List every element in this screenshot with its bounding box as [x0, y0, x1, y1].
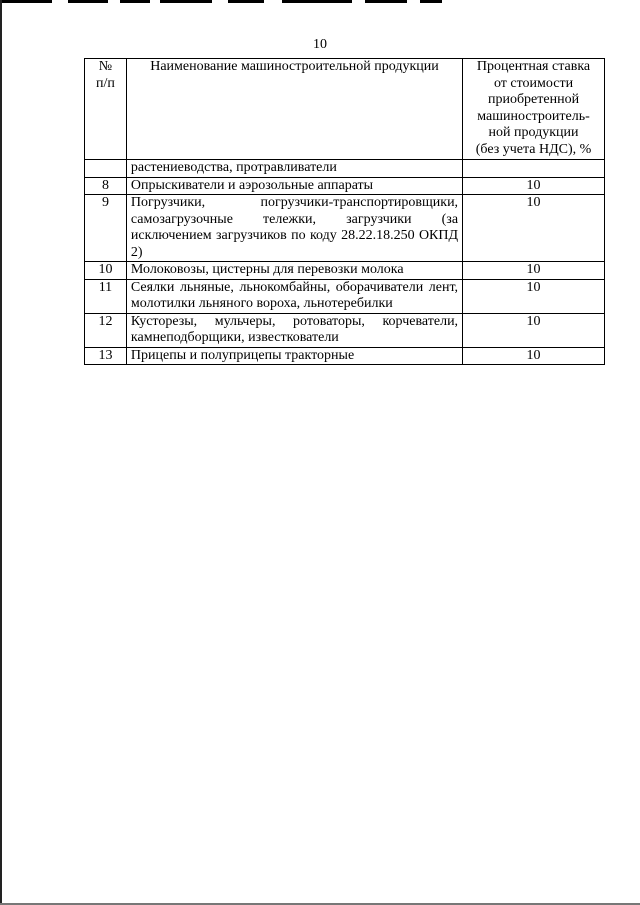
- scan-artifact: [160, 0, 212, 3]
- products-table: [84, 58, 605, 365]
- header-rate-line: ной продукции: [488, 125, 579, 140]
- table-row-continuation: [85, 160, 605, 178]
- scan-artifact: [282, 0, 352, 3]
- header-rate-line: Процентная ставка: [476, 59, 591, 74]
- table-row: [85, 195, 605, 262]
- scan-artifact: [365, 0, 407, 3]
- row-rate: 10: [463, 262, 605, 280]
- row-rate: [463, 160, 605, 178]
- row-name: Опрыскиватели и аэрозольные аппараты: [126, 177, 462, 195]
- scan-artifact: [68, 0, 108, 3]
- row-name: Сеялки льняные, льнокомбайны, оборачиватели лент, молотилки льняного вороха, льнотеребилки: [126, 279, 462, 313]
- header-rate-line: от стоимости: [493, 75, 574, 91]
- row-rate: 10: [463, 279, 605, 313]
- scan-edge-left: [0, 0, 2, 905]
- header-rate-line: приобретенной: [487, 92, 580, 107]
- table-row: [85, 279, 605, 313]
- row-name: Молоковозы, цистерны для перевозки молока: [126, 262, 462, 280]
- row-rate: 10: [463, 177, 605, 195]
- row-name: Кусторезы, мульчеры, ротоваторы, корчеватели, камнеподборщики, известкователи: [126, 313, 462, 347]
- header-rate: [463, 59, 605, 160]
- table-row: [85, 347, 605, 365]
- row-rate: 10: [463, 347, 605, 365]
- table-header-row: [85, 59, 605, 160]
- header-number-symbol: №: [98, 59, 113, 74]
- row-name: Прицепы и полуприцепы тракторные: [126, 347, 462, 365]
- row-number: [85, 160, 127, 178]
- table-row: [85, 177, 605, 195]
- row-number: 10: [85, 262, 127, 280]
- row-rate: 10: [463, 313, 605, 347]
- row-number: 11: [85, 279, 127, 313]
- header-number: [85, 59, 127, 160]
- row-number: 12: [85, 313, 127, 347]
- scan-artifact: [0, 0, 52, 3]
- row-number: 9: [85, 195, 127, 262]
- header-name: Наименование машиностроительной продукции: [126, 59, 462, 160]
- row-rate: 10: [463, 195, 605, 262]
- header-rate-line: машиностроитель-: [477, 108, 590, 124]
- header-rate-line: (без учета НДС), %: [475, 141, 592, 157]
- scan-artifact: [228, 0, 264, 3]
- scan-artifact: [120, 0, 150, 3]
- page-number: 10: [313, 37, 327, 52]
- scan-artifact: [420, 0, 442, 3]
- row-name: растениеводства, протравливатели: [126, 160, 462, 178]
- row-number: 8: [85, 177, 127, 195]
- table-row: [85, 313, 605, 347]
- row-number: 13: [85, 347, 127, 365]
- row-name: Погрузчики, погрузчики-транспортировщики, самозагрузочные тележки, загрузчики (за исключением загрузчиков по коду 28.22.18.250 ОКПД 2): [126, 195, 462, 262]
- table-row: [85, 262, 605, 280]
- header-number-label: п/п: [96, 75, 115, 91]
